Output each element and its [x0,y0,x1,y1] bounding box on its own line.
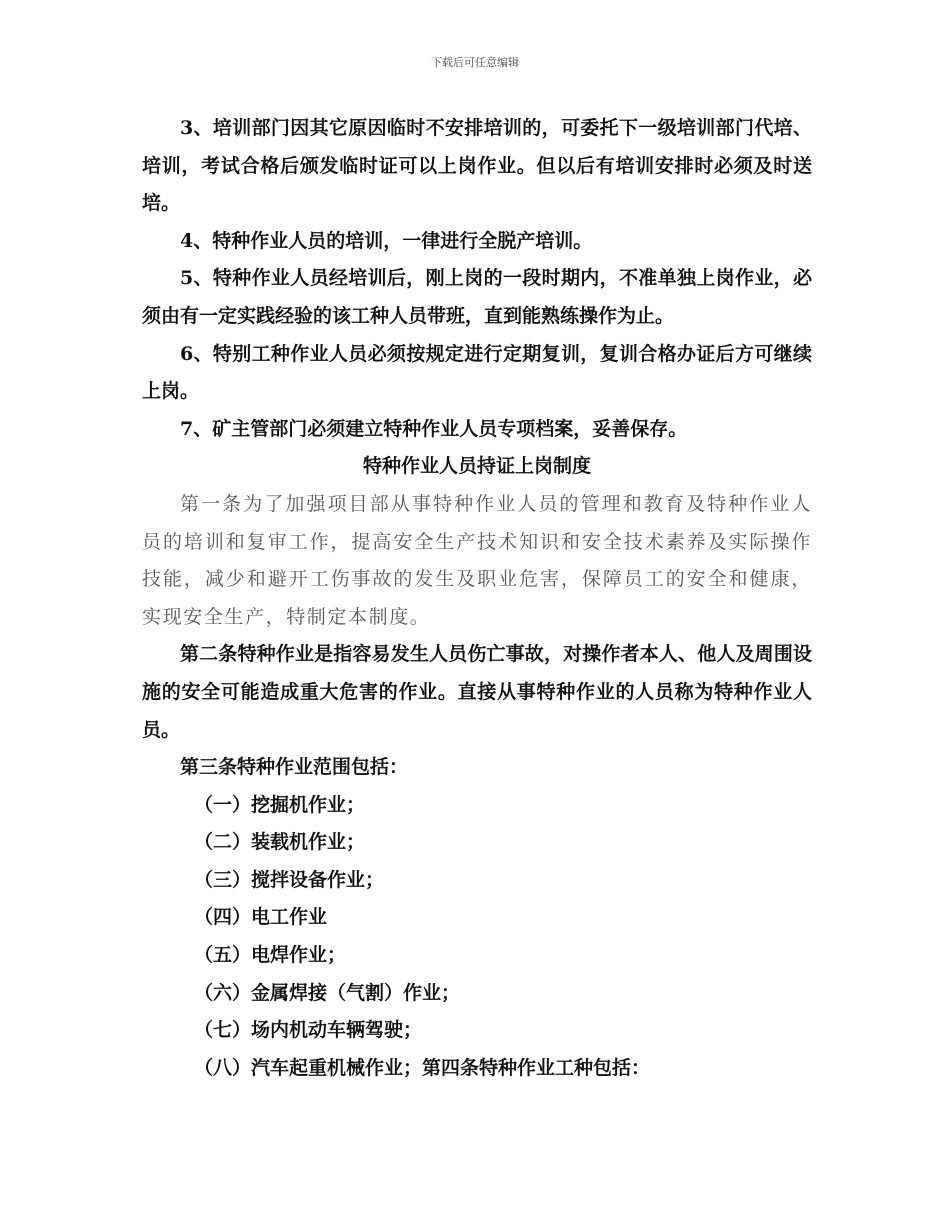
paragraph-6: 6、特别工种作业人员必须按规定进行定期复训，复训合格办证后方可继续上岗。 [142,342,812,403]
section-title: 特种作业人员持证上岗制度 [362,455,591,478]
list-item: （二）装载机作业； [194,831,366,854]
list-item: （八）汽车起重机械作业；第四条特种作业工种包括： [194,1056,651,1079]
article-2: 第二条特种作业是指容易发生人员伤亡事故，对操作者本人、他人及周围设施的安全可能造成重大危害的作业。直接从事特种作业的人员称为特种作业人员。 [142,643,812,741]
list-item: （七）场内机动车辆驾驶； [194,1019,423,1042]
paragraph-5: 5、特种作业人员经培训后，刚上岗的一段时期内，不准单独上岗作业，必须由有一定实践经验的该工种人员带班，直到能熟练操作为止。 [142,267,812,327]
list-item: （四）电工作业 [194,906,328,929]
page-header: 下载后可任意编辑 [431,56,519,69]
list-item: （五）电焊作业； [194,944,347,967]
paragraph-4: 4、特种作业人员的培训，一律进行全脱产培训。 [180,229,593,252]
list-item: （六）金属焊接（气割）作业； [194,981,461,1004]
article-1: 第一条为了加强项目部从事特种作业人员的管理和教育及特种作业人员的培训和复审工作，提高安全生产技术知识和安全技术素养及实际操作技能，减少和避开工伤事故的发生及职业危害，保障员工的安全和健康，实现安全生产，特制定本制度。 [142,492,812,628]
document-body [142,110,812,1087]
paragraph-7: 7、矿主管部门必须建立特种作业人员专项档案，妥善保存。 [180,417,688,440]
list-item: （三）搅拌设备作业； [194,868,385,891]
article-3: 第三条特种作业范围包括： [180,756,409,779]
paragraph-3: 3、培训部门因其它原因临时不安排培训的，可委托下一级培训部门代培、培训，考试合格后颁发临时证可以上岗作业。但以后有培训安排时必须及时送培。 [142,117,812,215]
list-item: （一）挖掘机作业； [194,793,366,816]
